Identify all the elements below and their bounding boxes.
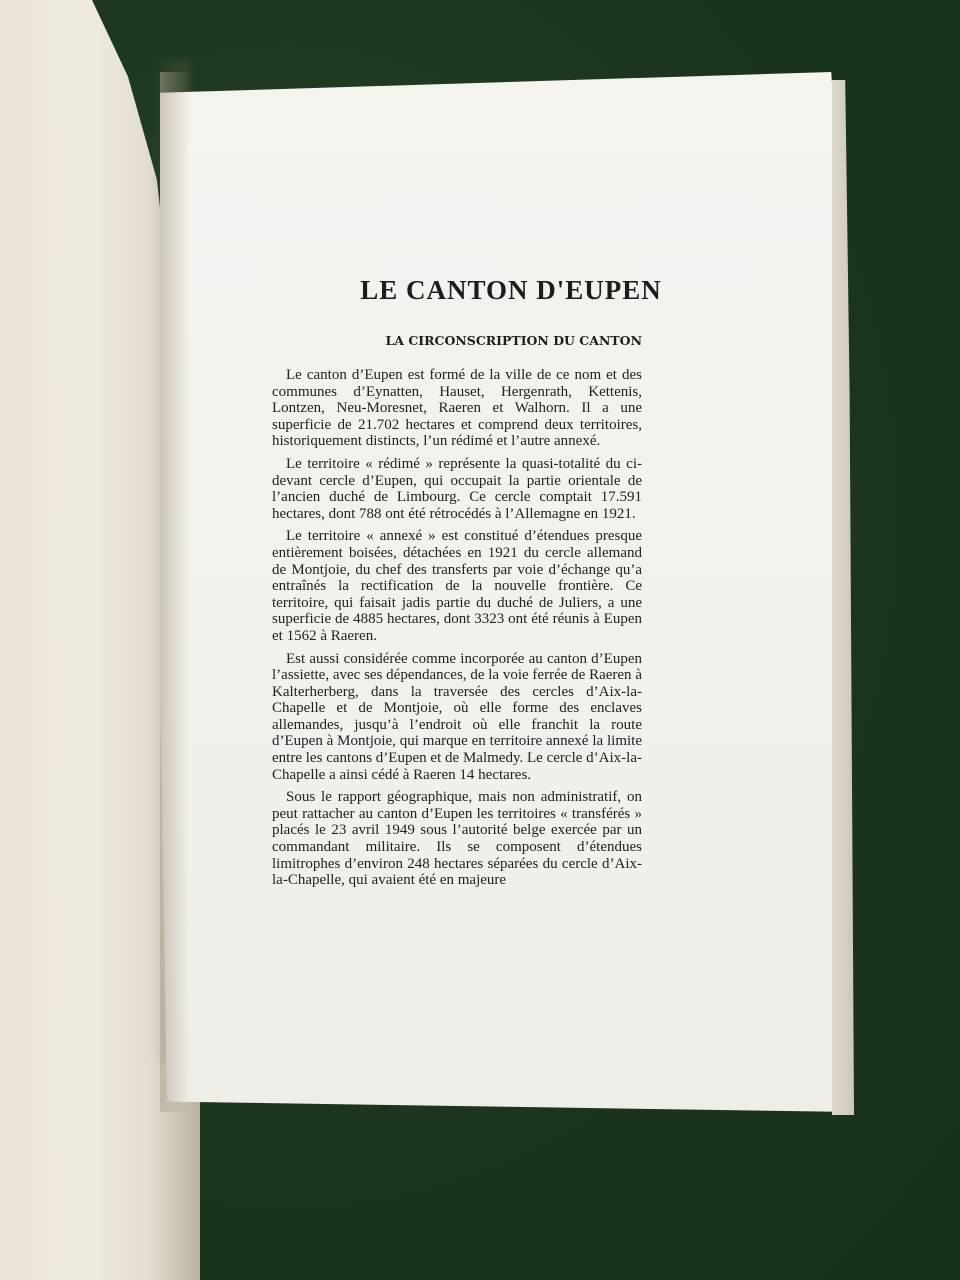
body-text: [272, 367, 642, 895]
page-gutter: [160, 72, 190, 1112]
paragraph: Le territoire « rédimé » représente la quasi-totalité du ci-devant cercle d’Eupen, qui occupait la partie orientale de l’ancien duché de Limbourg. Ce cercle comptait 17.591 hectares, dont 788 ont été rétrocédés à l’Allemagne en 1921.: [272, 455, 642, 522]
section-heading: LA CIRCONSCRIPTION DU CANTON: [385, 333, 642, 348]
paragraph: Le canton d’Eupen est formé de la ville de ce nom et des communes d’Eynatten, Hauset, Hergenrath, Kettenis, Lontzen, Neu-Moresnet, Raeren et Walhorn. Il a une superficie de 21.702 hectares et comprend deux territoires, historiquement distincts, l’un rédimé et l’autre annexé.: [272, 367, 642, 450]
paragraph: Est aussi considérée comme incorporée au canton d’Eupen l’assiette, avec ses dépendances, de la voie ferrée de Raeren à Kalterherberg, dans la traversée des cercles d’Aix-la-Chapelle et de Montjoie, où elle forme des enclaves allemandes, jusqu’à l’endroit où elle franchit la route d’Eupen à Montjoie, qui marque en territoire annexé la limite entre les cantons d’Eupen et de Malmedy. Le cercle d’Aix-la-Chapelle a ainsi cédé à Raeren 14 hectares.: [272, 650, 642, 783]
page-title: LE CANTON D'EUPEN: [360, 275, 662, 305]
paragraph: Le territoire « annexé » est constitué d’étendues presque entièrement boisées, détachées en 1921 du cercle allemand de Montjoie, du chef des transferts par voie d’échange qu’a entraînés la rectification de la nouvelle frontière. Ce territoire, qui faisait jadis partie du duché de Juliers, a une superficie de 4885 hectares, dont 3323 ont été réunis à Eupen et 1562 à Raeren.: [272, 528, 642, 644]
paragraph: Sous le rapport géographique, mais non administratif, on peut rattacher au canton d’Eupen les territoires « transférés » placés le 23 avril 1949 sous l’autorité belge exercée par un commandant militaire. Ils se composent d’étendues limitrophes d’environ 248 hectares séparées du cercle d’Aix-la-Chapelle, qui avaient été en majeure: [272, 789, 642, 889]
page-edge: [832, 80, 854, 1115]
